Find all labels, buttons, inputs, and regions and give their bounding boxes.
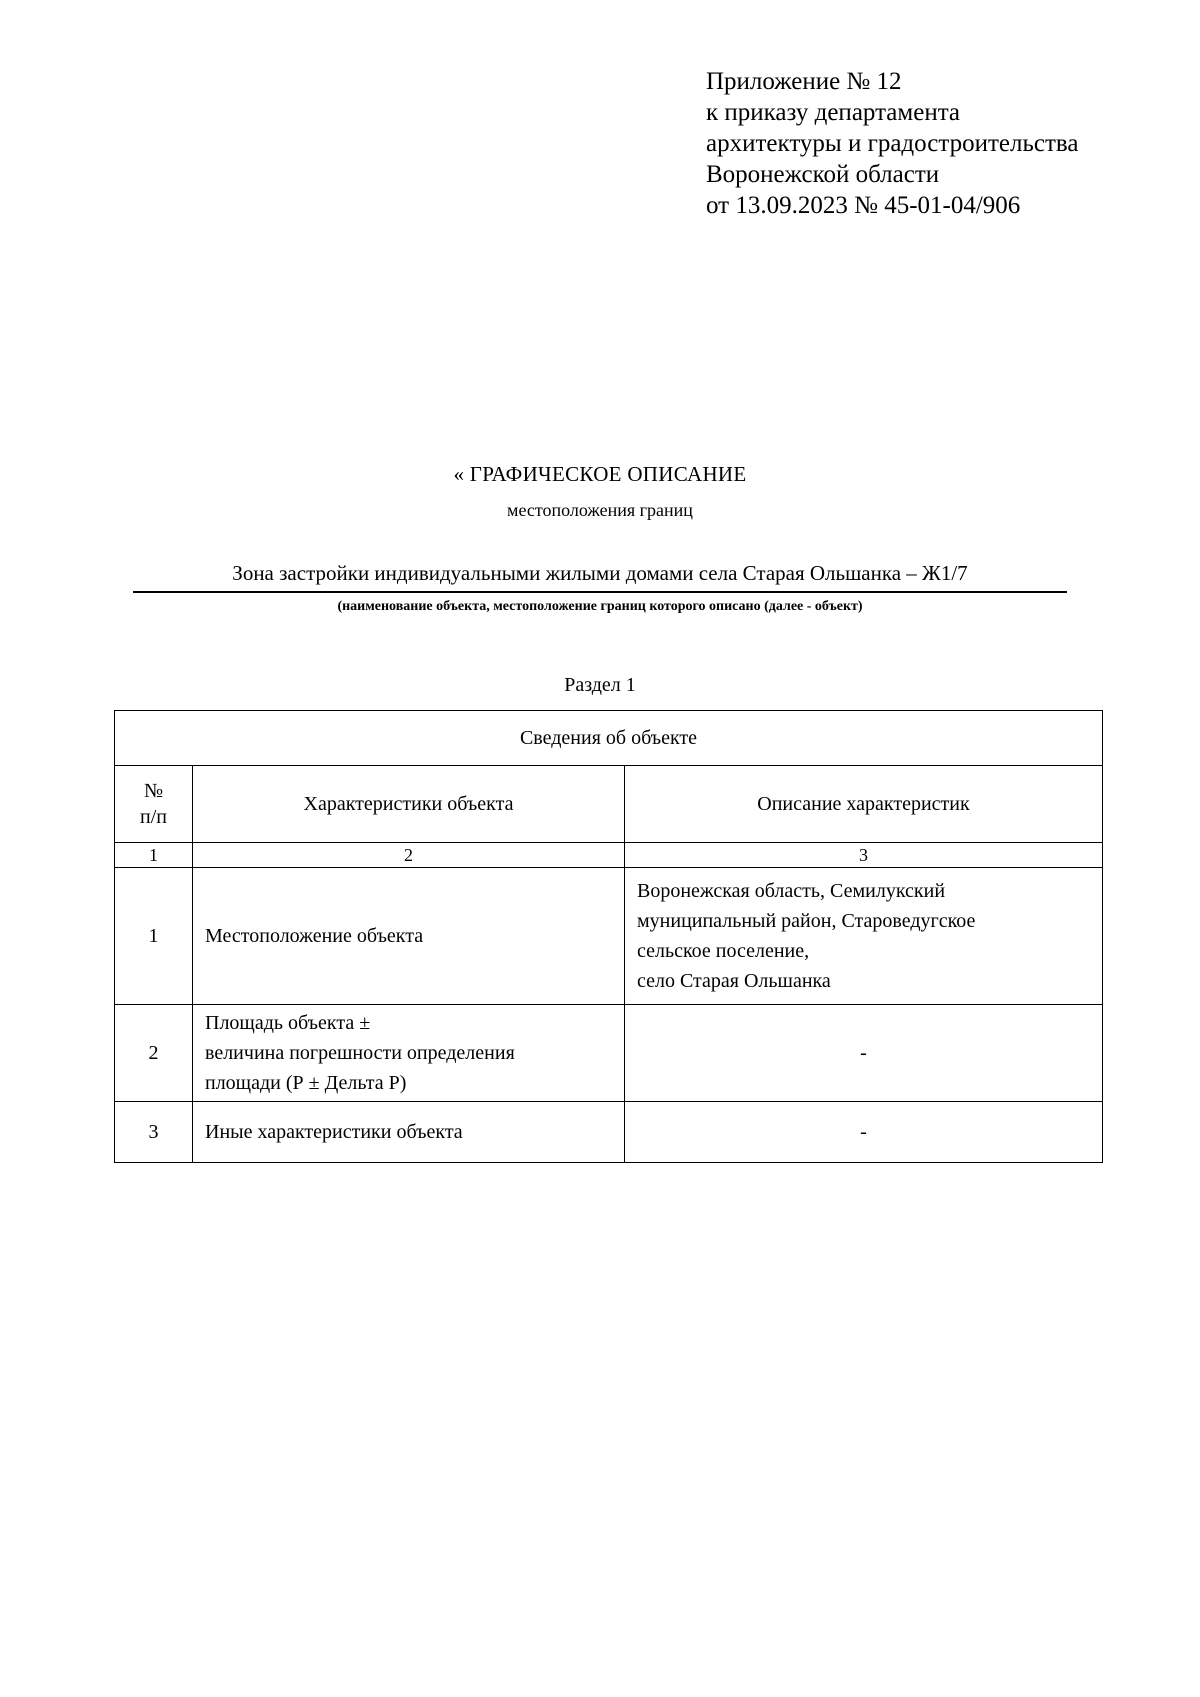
table-column-index-row: [115, 843, 1103, 868]
row-num: 3: [115, 1102, 193, 1163]
row-description: -: [625, 1005, 1103, 1102]
document-title: « ГРАФИЧЕСКОЕ ОПИСАНИЕ: [453, 462, 747, 486]
object-name-caption: (наименование объекта, местоположение границ которого описано (далее - объект): [337, 599, 863, 614]
appendix-reference: [706, 66, 1166, 221]
row-description: -: [625, 1102, 1103, 1163]
appendix-line-5: от 13.09.2023 № 45-01-04/906: [706, 192, 1021, 219]
appendix-line-2: к приказу департамента: [706, 99, 961, 126]
section-label: Раздел 1: [564, 674, 636, 696]
column-index-2: 2: [193, 843, 625, 868]
object-name: Зона застройки индивидуальными жилыми домами села Старая Ольшанка – Ж1/7: [133, 558, 1067, 593]
header-num: № п/п: [115, 766, 193, 843]
document-subtitle: местоположения границ: [507, 500, 693, 520]
row-description: Воронежская область, Семилукский муниципальный район, Староведугское сельское поселение, село Старая Ольшанка: [625, 868, 1103, 1005]
table-caption-row: [115, 711, 1103, 766]
appendix-line-4: Воронежской области: [706, 161, 940, 188]
table-row: [115, 1102, 1103, 1163]
appendix-line-3: архитектуры и градостроительства: [706, 130, 1079, 157]
column-index-1: 1: [115, 843, 193, 868]
row-num: 2: [115, 1005, 193, 1102]
table-header-row: [115, 766, 1103, 843]
column-index-3: 3: [625, 843, 1103, 868]
table-caption: Сведения об объекте: [115, 711, 1103, 766]
header-characteristics: Характеристики объекта: [193, 766, 625, 843]
table-row: [115, 1005, 1103, 1102]
row-num: 1: [115, 868, 193, 1005]
appendix-line-1: Приложение № 12: [706, 68, 902, 95]
table-row: [115, 868, 1103, 1005]
object-info-table: [114, 710, 1103, 1163]
row-characteristic: Иные характеристики объекта: [193, 1102, 625, 1163]
header-description: Описание характеристик: [625, 766, 1103, 843]
row-characteristic: Площадь объекта ± величина погрешности определения площади (Р ± Дельта Р): [193, 1005, 625, 1102]
row-characteristic: Местоположение объекта: [193, 868, 625, 1005]
